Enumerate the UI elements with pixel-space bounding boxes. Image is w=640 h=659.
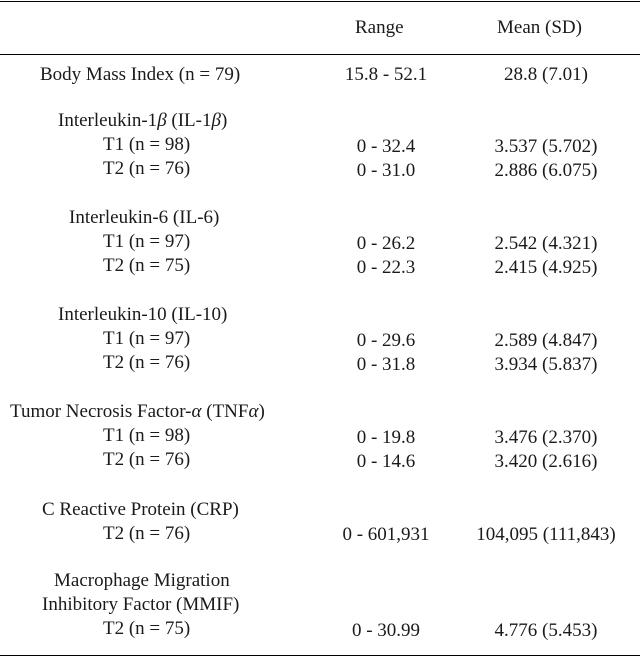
mmif-t2-mean: 4.776 (5.453): [494, 620, 598, 641]
il1b-group: [0, 109, 318, 181]
header-rule: [0, 54, 640, 55]
il10-t2-label: T2 (n = 76): [103, 352, 191, 373]
mmif-t2-label: T2 (n = 75): [103, 618, 191, 639]
top-rule: [0, 1, 640, 2]
il6-t2-range: 0 - 22.3: [356, 257, 416, 278]
il10-t1-label: T1 (n = 97): [103, 328, 191, 349]
il10-t1-range: 0 - 29.6: [356, 330, 416, 351]
il1b-t1-mean: 3.537 (5.702): [494, 136, 598, 157]
il1b-t1-range: 0 - 32.4: [356, 136, 416, 157]
bmi-label: Body Mass Index (n = 79): [40, 64, 241, 85]
tnf-t2-label: T2 (n = 76): [103, 449, 191, 470]
crp-t2-range: 0 - 601,931: [342, 524, 430, 545]
mmif-group: [0, 569, 318, 641]
mmif-t2-range: 0 - 30.99: [351, 620, 421, 641]
il6-t1-mean: 2.542 (4.321): [494, 233, 598, 254]
bottom-rule: [0, 655, 640, 656]
tnf-t2-range: 0 - 14.6: [356, 451, 416, 472]
il1b-t2-range: 0 - 31.0: [356, 160, 416, 181]
bmi-mean: 28.8 (7.01): [504, 64, 588, 85]
il10-t1-mean: 2.589 (4.847): [494, 330, 598, 351]
tnf-t1-label: T1 (n = 98): [103, 425, 191, 446]
tnf-t1-mean: 3.476 (2.370): [494, 427, 598, 448]
il6-t1-label: T1 (n = 97): [103, 231, 191, 252]
il6-group: [0, 206, 318, 278]
bmi-label-wrap: [0, 63, 318, 87]
il10-group: [0, 303, 318, 375]
il1b-title: Interleukin-1β (IL-1β): [58, 110, 228, 131]
il6-t2-label: T2 (n = 75): [103, 255, 191, 276]
mmif-title-line2: Inhibitory Factor (MMIF): [42, 594, 240, 615]
il1b-t2-label: T2 (n = 76): [103, 158, 191, 179]
crp-title: C Reactive Protein (CRP): [42, 499, 239, 520]
tnf-t1-range: 0 - 19.8: [356, 427, 416, 448]
tnf-title: Tumor Necrosis Factor-α (TNFα): [10, 401, 265, 422]
header-range: Range: [355, 17, 404, 38]
il10-title: Interleukin-10 (IL-10): [58, 304, 228, 325]
crp-group: [0, 498, 318, 546]
il10-t2-mean: 3.934 (5.837): [494, 354, 598, 375]
il6-t1-range: 0 - 26.2: [356, 233, 416, 254]
il10-t2-range: 0 - 31.8: [356, 354, 416, 375]
il1b-t1-label: T1 (n = 98): [103, 134, 191, 155]
il6-t2-mean: 2.415 (4.925): [494, 257, 598, 278]
mmif-title-line1: Macrophage Migration: [54, 570, 230, 591]
tnf-group: [0, 400, 318, 472]
il1b-t2-mean: 2.886 (6.075): [494, 160, 598, 181]
header-mean: Mean (SD): [497, 17, 582, 38]
crp-t2-label: T2 (n = 76): [103, 523, 191, 544]
il6-title: Interleukin-6 (IL-6): [69, 207, 220, 228]
crp-t2-mean: 104,095 (111,843): [476, 524, 616, 545]
bmi-range: 15.8 - 52.1: [344, 64, 428, 85]
tnf-t2-mean: 3.420 (2.616): [494, 451, 598, 472]
